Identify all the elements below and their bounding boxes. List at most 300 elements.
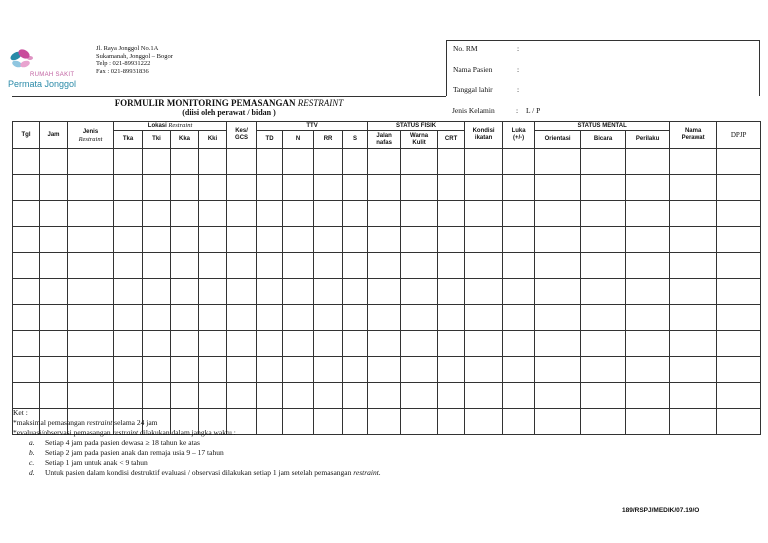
table-cell[interactable] (13, 305, 40, 331)
notes-text: dilakukan dalam jangka waktu : (140, 428, 236, 437)
table-cell[interactable] (401, 175, 438, 201)
table-cell[interactable] (465, 149, 503, 175)
table-cell[interactable] (670, 305, 717, 331)
table-cell[interactable] (257, 357, 283, 383)
tgl-lahir-label: Tanggal lahir (453, 85, 493, 94)
table-cell[interactable] (465, 305, 503, 331)
table-cell[interactable] (465, 227, 503, 253)
table-cell[interactable] (535, 279, 581, 305)
table-cell[interactable] (171, 331, 199, 357)
table-cell[interactable] (227, 149, 257, 175)
table-cell[interactable] (199, 201, 227, 227)
table-cell[interactable] (13, 201, 40, 227)
table-cell[interactable] (283, 383, 314, 409)
table-cell[interactable] (283, 149, 314, 175)
th-lokasi-italic: Restraint (168, 122, 193, 129)
table-cell[interactable] (535, 305, 581, 331)
table-cell[interactable] (114, 305, 143, 331)
table-cell[interactable] (503, 383, 535, 409)
table-cell[interactable] (283, 331, 314, 357)
th-orientasi: Orientasi (535, 131, 581, 149)
table-cell[interactable] (68, 227, 114, 253)
table-cell[interactable] (438, 227, 465, 253)
table-cell[interactable] (40, 305, 68, 331)
table-cell[interactable] (401, 383, 438, 409)
table-cell[interactable] (343, 331, 368, 357)
form-subtitle: (diisi oleh perawat / bidan ) (182, 108, 276, 117)
table-cell[interactable] (227, 357, 257, 383)
table-cell[interactable] (438, 357, 465, 383)
table-cell[interactable] (670, 357, 717, 383)
table-cell[interactable] (171, 383, 199, 409)
table-cell[interactable] (581, 331, 626, 357)
table-cell[interactable] (626, 383, 670, 409)
table-row (13, 201, 761, 227)
table-cell[interactable] (343, 383, 368, 409)
table-cell[interactable] (40, 279, 68, 305)
table-cell[interactable] (581, 201, 626, 227)
table-cell[interactable] (199, 227, 227, 253)
table-cell[interactable] (227, 201, 257, 227)
jenis-kelamin-row (452, 106, 541, 115)
table-cell[interactable] (143, 305, 171, 331)
table-cell[interactable] (503, 409, 535, 435)
table-cell[interactable] (535, 227, 581, 253)
table-cell[interactable] (626, 175, 670, 201)
logo-name: RUMAH SAKIT (30, 72, 75, 78)
table-cell[interactable] (581, 279, 626, 305)
table-cell[interactable] (68, 279, 114, 305)
table-cell[interactable] (143, 331, 171, 357)
notes-ket: Ket : (13, 408, 28, 417)
table-cell[interactable] (199, 279, 227, 305)
table-cell[interactable] (717, 279, 761, 305)
th-status-fisik: STATUS FISIK (368, 122, 465, 131)
table-cell[interactable] (717, 253, 761, 279)
title-main: FORMULIR MONITORING PEMASANGAN (114, 98, 296, 108)
table-cell[interactable] (114, 383, 143, 409)
table-cell[interactable] (314, 305, 343, 331)
table-cell[interactable] (114, 175, 143, 201)
table-cell[interactable] (114, 357, 143, 383)
th-rr: RR (314, 131, 343, 149)
table-cell[interactable] (13, 279, 40, 305)
table-cell[interactable] (227, 383, 257, 409)
hospital-logo (6, 44, 90, 90)
table-cell[interactable] (717, 201, 761, 227)
table-cell[interactable] (314, 383, 343, 409)
table-cell[interactable] (114, 149, 143, 175)
th-luka (503, 122, 535, 149)
table-cell[interactable] (283, 357, 314, 383)
table-cell[interactable] (535, 253, 581, 279)
table-cell[interactable] (465, 279, 503, 305)
th-td: TD (257, 131, 283, 149)
notes-text: selama 24 jam (114, 418, 158, 427)
table-cell[interactable] (438, 253, 465, 279)
table-cell[interactable] (535, 149, 581, 175)
table-cell[interactable] (199, 253, 227, 279)
table-cell[interactable] (143, 357, 171, 383)
table-cell[interactable] (314, 279, 343, 305)
table-cell[interactable] (40, 149, 68, 175)
table-row (13, 305, 761, 331)
table-cell[interactable] (368, 279, 401, 305)
item-letter: c. (29, 458, 35, 467)
table-cell[interactable] (465, 331, 503, 357)
no-rm-row (453, 44, 520, 53)
table-cell[interactable] (717, 227, 761, 253)
tgl-lahir-row (453, 85, 520, 94)
table-cell[interactable] (581, 383, 626, 409)
table-cell[interactable] (257, 331, 283, 357)
colon: : (517, 65, 520, 74)
table-cell[interactable] (114, 227, 143, 253)
table-cell[interactable] (171, 253, 199, 279)
item-letter: b. (29, 448, 35, 457)
table-cell[interactable] (670, 175, 717, 201)
table-cell[interactable] (717, 409, 761, 435)
table-cell[interactable] (227, 227, 257, 253)
table-cell[interactable] (227, 253, 257, 279)
table-row (13, 227, 761, 253)
th-jenis-italic: Restraint (78, 135, 103, 143)
th-perilaku: Perilaku (626, 131, 670, 149)
item-text: Untuk pasien dalam kondisi destruktif evaluasi / observasi dilakukan setiap 1 jam setelah pemasangan (45, 468, 352, 477)
table-cell[interactable] (68, 201, 114, 227)
table-cell[interactable] (503, 149, 535, 175)
table-cell[interactable] (717, 149, 761, 175)
table-cell[interactable] (401, 305, 438, 331)
table-cell[interactable] (670, 253, 717, 279)
table-cell[interactable] (626, 305, 670, 331)
no-rm-label: No. RM (453, 44, 478, 53)
table-cell[interactable] (283, 201, 314, 227)
table-cell[interactable] (314, 331, 343, 357)
table-cell[interactable] (368, 357, 401, 383)
table-cell[interactable] (438, 409, 465, 435)
table-cell[interactable] (171, 279, 199, 305)
table-cell[interactable] (40, 201, 68, 227)
table-cell[interactable] (40, 227, 68, 253)
table-cell[interactable] (581, 357, 626, 383)
table-cell[interactable] (438, 175, 465, 201)
table-cell[interactable] (143, 253, 171, 279)
table-cell[interactable] (343, 253, 368, 279)
table-cell[interactable] (438, 305, 465, 331)
table-cell[interactable] (368, 175, 401, 201)
form-title (12, 98, 446, 108)
table-cell[interactable] (670, 383, 717, 409)
table-cell[interactable] (581, 409, 626, 435)
table-cell[interactable] (257, 149, 283, 175)
colon: : (517, 85, 520, 94)
table-cell[interactable] (581, 305, 626, 331)
table-cell[interactable] (368, 305, 401, 331)
table-cell[interactable] (114, 331, 143, 357)
table-cell[interactable] (199, 383, 227, 409)
table-cell[interactable] (143, 383, 171, 409)
table-cell[interactable] (535, 383, 581, 409)
notes-item-c (13, 458, 381, 468)
table-cell[interactable] (171, 305, 199, 331)
table-cell[interactable] (503, 305, 535, 331)
table-cell[interactable] (465, 383, 503, 409)
table-cell[interactable] (343, 227, 368, 253)
th-kes (227, 122, 257, 149)
table-cell[interactable] (13, 175, 40, 201)
table-cell[interactable] (40, 357, 68, 383)
table-cell[interactable] (171, 227, 199, 253)
table-cell[interactable] (670, 201, 717, 227)
table-cell[interactable] (626, 279, 670, 305)
table-cell[interactable] (401, 149, 438, 175)
table-cell[interactable] (717, 305, 761, 331)
table-cell[interactable] (465, 175, 503, 201)
table-cell[interactable] (438, 279, 465, 305)
table-cell[interactable] (503, 279, 535, 305)
table-cell[interactable] (670, 227, 717, 253)
table-cell[interactable] (343, 175, 368, 201)
table-cell[interactable] (114, 201, 143, 227)
table-cell[interactable] (114, 279, 143, 305)
table-cell[interactable] (68, 331, 114, 357)
table-cell[interactable] (143, 227, 171, 253)
table-cell[interactable] (465, 253, 503, 279)
table-cell[interactable] (13, 357, 40, 383)
table-cell[interactable] (503, 227, 535, 253)
th-nama-text: Nama (684, 128, 702, 134)
table-cell[interactable] (40, 331, 68, 357)
notes-italic: restraint (86, 418, 113, 427)
table-cell[interactable] (314, 227, 343, 253)
table-cell[interactable] (283, 305, 314, 331)
colon: : (517, 44, 520, 53)
table-cell[interactable] (68, 383, 114, 409)
th-jalan-text2: nafas (376, 139, 392, 146)
table-cell[interactable] (626, 149, 670, 175)
table-cell[interactable] (13, 253, 40, 279)
table-cell[interactable] (465, 409, 503, 435)
th-luka-text: Luka (511, 128, 526, 134)
table-cell[interactable] (581, 149, 626, 175)
th-jalan-nafas (368, 131, 401, 149)
table-cell[interactable] (717, 175, 761, 201)
table-cell[interactable] (257, 305, 283, 331)
table-cell[interactable] (438, 149, 465, 175)
th-tki: Tki (143, 131, 171, 149)
table-cell[interactable] (227, 305, 257, 331)
table-row (13, 149, 761, 175)
table-cell[interactable] (401, 409, 438, 435)
table-cell[interactable] (314, 149, 343, 175)
th-kki: Kki (199, 131, 227, 149)
table-cell[interactable] (401, 253, 438, 279)
table-cell[interactable] (401, 331, 438, 357)
table-cell[interactable] (503, 253, 535, 279)
table-cell[interactable] (535, 409, 581, 435)
table-cell[interactable] (503, 357, 535, 383)
table-cell[interactable] (143, 279, 171, 305)
table-row (13, 253, 761, 279)
table-cell[interactable] (257, 279, 283, 305)
table-cell[interactable] (535, 201, 581, 227)
table-cell[interactable] (227, 279, 257, 305)
table-cell[interactable] (581, 227, 626, 253)
table-row (13, 357, 761, 383)
table-cell[interactable] (581, 253, 626, 279)
table-row (13, 279, 761, 305)
table-cell[interactable] (171, 201, 199, 227)
table-cell[interactable] (314, 201, 343, 227)
item-letter: d. (29, 468, 35, 477)
table-cell[interactable] (503, 201, 535, 227)
butterfly-icon (6, 44, 36, 74)
table-cell[interactable] (581, 175, 626, 201)
table-cell[interactable] (438, 201, 465, 227)
table-cell[interactable] (314, 253, 343, 279)
th-kondisi (465, 122, 503, 149)
table-cell[interactable] (401, 279, 438, 305)
table-cell[interactable] (626, 201, 670, 227)
table-cell[interactable] (343, 201, 368, 227)
table-cell[interactable] (171, 149, 199, 175)
th-lokasi (114, 122, 227, 131)
table-cell[interactable] (257, 175, 283, 201)
table-cell[interactable] (13, 227, 40, 253)
table-cell[interactable] (343, 149, 368, 175)
table-cell[interactable] (114, 253, 143, 279)
th-tka: Tka (114, 131, 143, 149)
table-cell[interactable] (199, 305, 227, 331)
table-cell[interactable] (68, 253, 114, 279)
table-cell[interactable] (343, 305, 368, 331)
table-cell[interactable] (40, 175, 68, 201)
logo-sub: Permata Jonggol (8, 79, 77, 89)
table-cell[interactable] (199, 357, 227, 383)
table-cell[interactable] (465, 201, 503, 227)
table-cell[interactable] (199, 175, 227, 201)
table-cell[interactable] (401, 357, 438, 383)
table-cell[interactable] (535, 175, 581, 201)
table-cell[interactable] (626, 357, 670, 383)
table-cell[interactable] (68, 175, 114, 201)
table-cell[interactable] (40, 383, 68, 409)
table-cell[interactable] (314, 357, 343, 383)
table-cell[interactable] (171, 357, 199, 383)
table-cell[interactable] (670, 149, 717, 175)
table-cell[interactable] (171, 175, 199, 201)
table-cell[interactable] (199, 149, 227, 175)
th-dpjp: DPJP (717, 122, 761, 149)
table-cell[interactable] (368, 331, 401, 357)
table-body (13, 149, 761, 435)
table-cell[interactable] (13, 331, 40, 357)
table-cell[interactable] (199, 331, 227, 357)
th-warna-text2: Kulit (412, 139, 426, 146)
table-cell[interactable] (257, 253, 283, 279)
table-cell[interactable] (227, 331, 257, 357)
table-cell[interactable] (717, 383, 761, 409)
table-cell[interactable] (670, 331, 717, 357)
table-cell[interactable] (401, 201, 438, 227)
table-cell[interactable] (257, 383, 283, 409)
address-line: Sukamanah, Jonggol – Bogor (96, 52, 173, 60)
table-cell[interactable] (626, 227, 670, 253)
table-cell[interactable] (465, 357, 503, 383)
table-cell[interactable] (717, 331, 761, 357)
th-kes-text: Kes/ (235, 128, 248, 134)
table-cell[interactable] (368, 383, 401, 409)
item-letter: a. (29, 438, 35, 447)
table-cell[interactable] (343, 357, 368, 383)
table-cell[interactable] (343, 279, 368, 305)
table-cell[interactable] (670, 279, 717, 305)
table-cell[interactable] (368, 227, 401, 253)
table-cell[interactable] (368, 253, 401, 279)
table-cell[interactable] (283, 175, 314, 201)
th-kka: Kka (171, 131, 199, 149)
table-cell[interactable] (314, 175, 343, 201)
table-cell[interactable] (283, 227, 314, 253)
table-cell[interactable] (283, 253, 314, 279)
item-italic: restraint. (353, 468, 381, 477)
th-crt: CRT (438, 131, 465, 149)
form-title-box (12, 96, 446, 121)
table-cell[interactable] (626, 409, 670, 435)
item-text: Setiap 4 jam pada pasien dewasa ≥ 18 tahun ke atas (45, 438, 200, 447)
table-cell[interactable] (670, 409, 717, 435)
notes-item-d (13, 468, 381, 478)
table-cell[interactable] (626, 253, 670, 279)
table-cell[interactable] (68, 149, 114, 175)
table-cell[interactable] (68, 305, 114, 331)
th-lokasi-text: Lokasi (147, 123, 167, 129)
table-cell[interactable] (257, 227, 283, 253)
jenis-kelamin-value[interactable]: L / P (526, 106, 541, 115)
table-cell[interactable] (368, 201, 401, 227)
table-cell[interactable] (535, 357, 581, 383)
table-cell[interactable] (68, 357, 114, 383)
address-line: Jl. Raya Jonggol No.1A (96, 45, 159, 52)
table-cell[interactable] (401, 227, 438, 253)
table-cell[interactable] (143, 149, 171, 175)
table-cell[interactable] (503, 331, 535, 357)
table-cell[interactable] (227, 175, 257, 201)
table-cell[interactable] (283, 279, 314, 305)
table-cell[interactable] (535, 331, 581, 357)
th-kondisi-text2: ikatan (474, 135, 493, 141)
table-cell[interactable] (13, 149, 40, 175)
table-cell[interactable] (143, 175, 171, 201)
table-cell[interactable] (13, 383, 40, 409)
table-cell[interactable] (503, 175, 535, 201)
table-cell[interactable] (40, 253, 68, 279)
table-cell[interactable] (368, 149, 401, 175)
table-cell[interactable] (438, 383, 465, 409)
table-row (13, 175, 761, 201)
table-cell[interactable] (626, 331, 670, 357)
th-n: N (283, 131, 314, 149)
table-cell[interactable] (717, 357, 761, 383)
th-nama-text2: Perawat (681, 135, 705, 141)
table-cell[interactable] (257, 201, 283, 227)
notes (13, 408, 381, 478)
notes-item-b (13, 448, 381, 458)
table-cell[interactable] (143, 201, 171, 227)
notes-line-1 (13, 418, 381, 428)
table-cell[interactable] (438, 331, 465, 357)
